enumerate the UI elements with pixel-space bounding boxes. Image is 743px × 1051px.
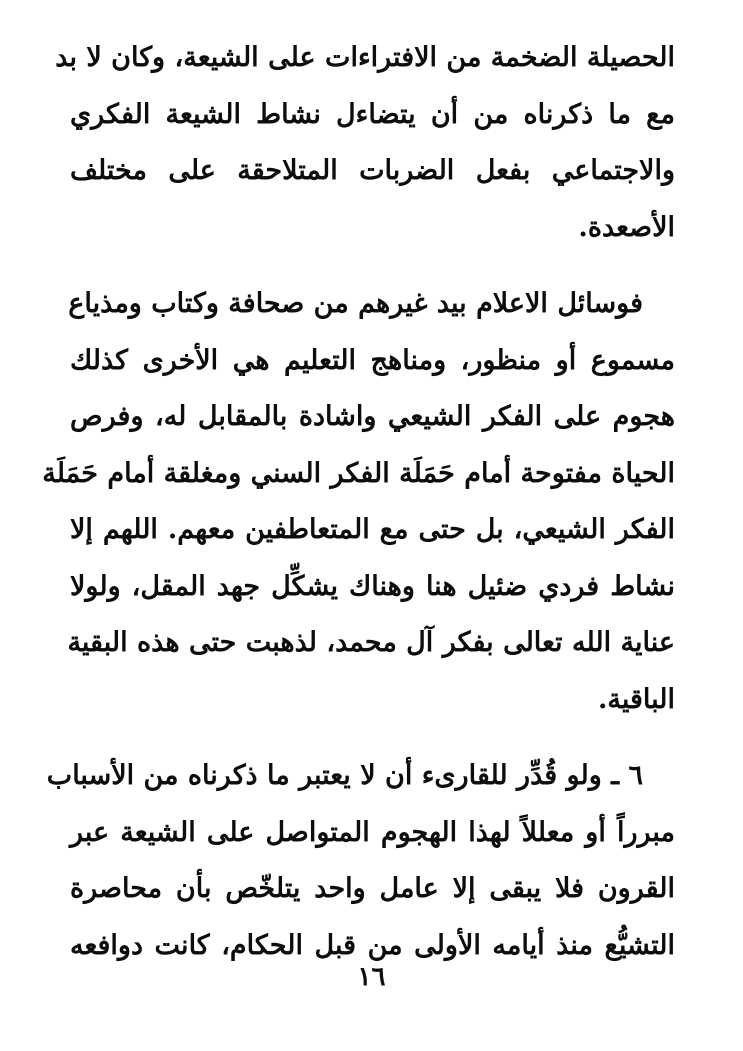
page-number: ١٦	[357, 962, 386, 992]
paragraph	[42, 276, 675, 728]
text-line: القرون فلا يبقى إلا عامل واحد يتلخّص بأن محاصرة	[70, 873, 675, 904]
text-line: ٦ ـ ولو قُدِّر للقارىء أن لا يعتبر ما ذكرناه من الأسباب	[46, 760, 643, 791]
text-line: مسموع أو منظور، ومناهج التعليم هي الأخرى كذلك	[70, 344, 675, 376]
text-line: هجوم على الفكر الشيعي واشادة بالمقابل له، وفرص	[70, 401, 675, 432]
page-body	[42, 30, 675, 974]
text-line: والاجتماعي بفعل الضربات المتلاحقة على مختلف	[70, 155, 675, 186]
text-line: فوسائل الاعلام بيد غيرهم من صحافة وكتاب ومذياع	[68, 288, 643, 319]
text-line: التشيُّع منذ أيامه الأولى من قبل الحكام، كانت دوافعه	[70, 929, 675, 961]
paragraph	[46, 748, 675, 974]
text-line: الأصعدة.	[578, 211, 675, 243]
paragraph-spacer	[70, 728, 675, 748]
paragraph	[55, 30, 675, 256]
text-line: نشاط فردي ضئيل هنا وهناك يشكِّل جهد المقل، ولولا	[70, 570, 675, 602]
paragraph-spacer	[70, 256, 675, 276]
text-line: مع ما ذكرناه من أن يتضاءل نشاط الشيعة الفكري	[70, 98, 675, 130]
text-line: الباقية.	[597, 683, 675, 715]
text-line: الحصيلة الضخمة من الافتراءات على الشيعة، وكان لا بد	[55, 42, 675, 73]
text-line: الحياة مفتوحة أمام حَمَلَة الفكر السني ومغلقة أمام حَمَلَة	[42, 457, 675, 489]
text-line: الفكر الشيعي، بل حتى مع المتعاطفين معهم. اللهم إلا	[70, 514, 675, 545]
text-line: عناية الله تعالى بفكر آل محمد، لذهبت حتى هذه البقية	[67, 627, 675, 658]
text-line: مبرراً أو معللاً لهذا الهجوم المتواصل على الشيعة عبر	[70, 816, 675, 848]
